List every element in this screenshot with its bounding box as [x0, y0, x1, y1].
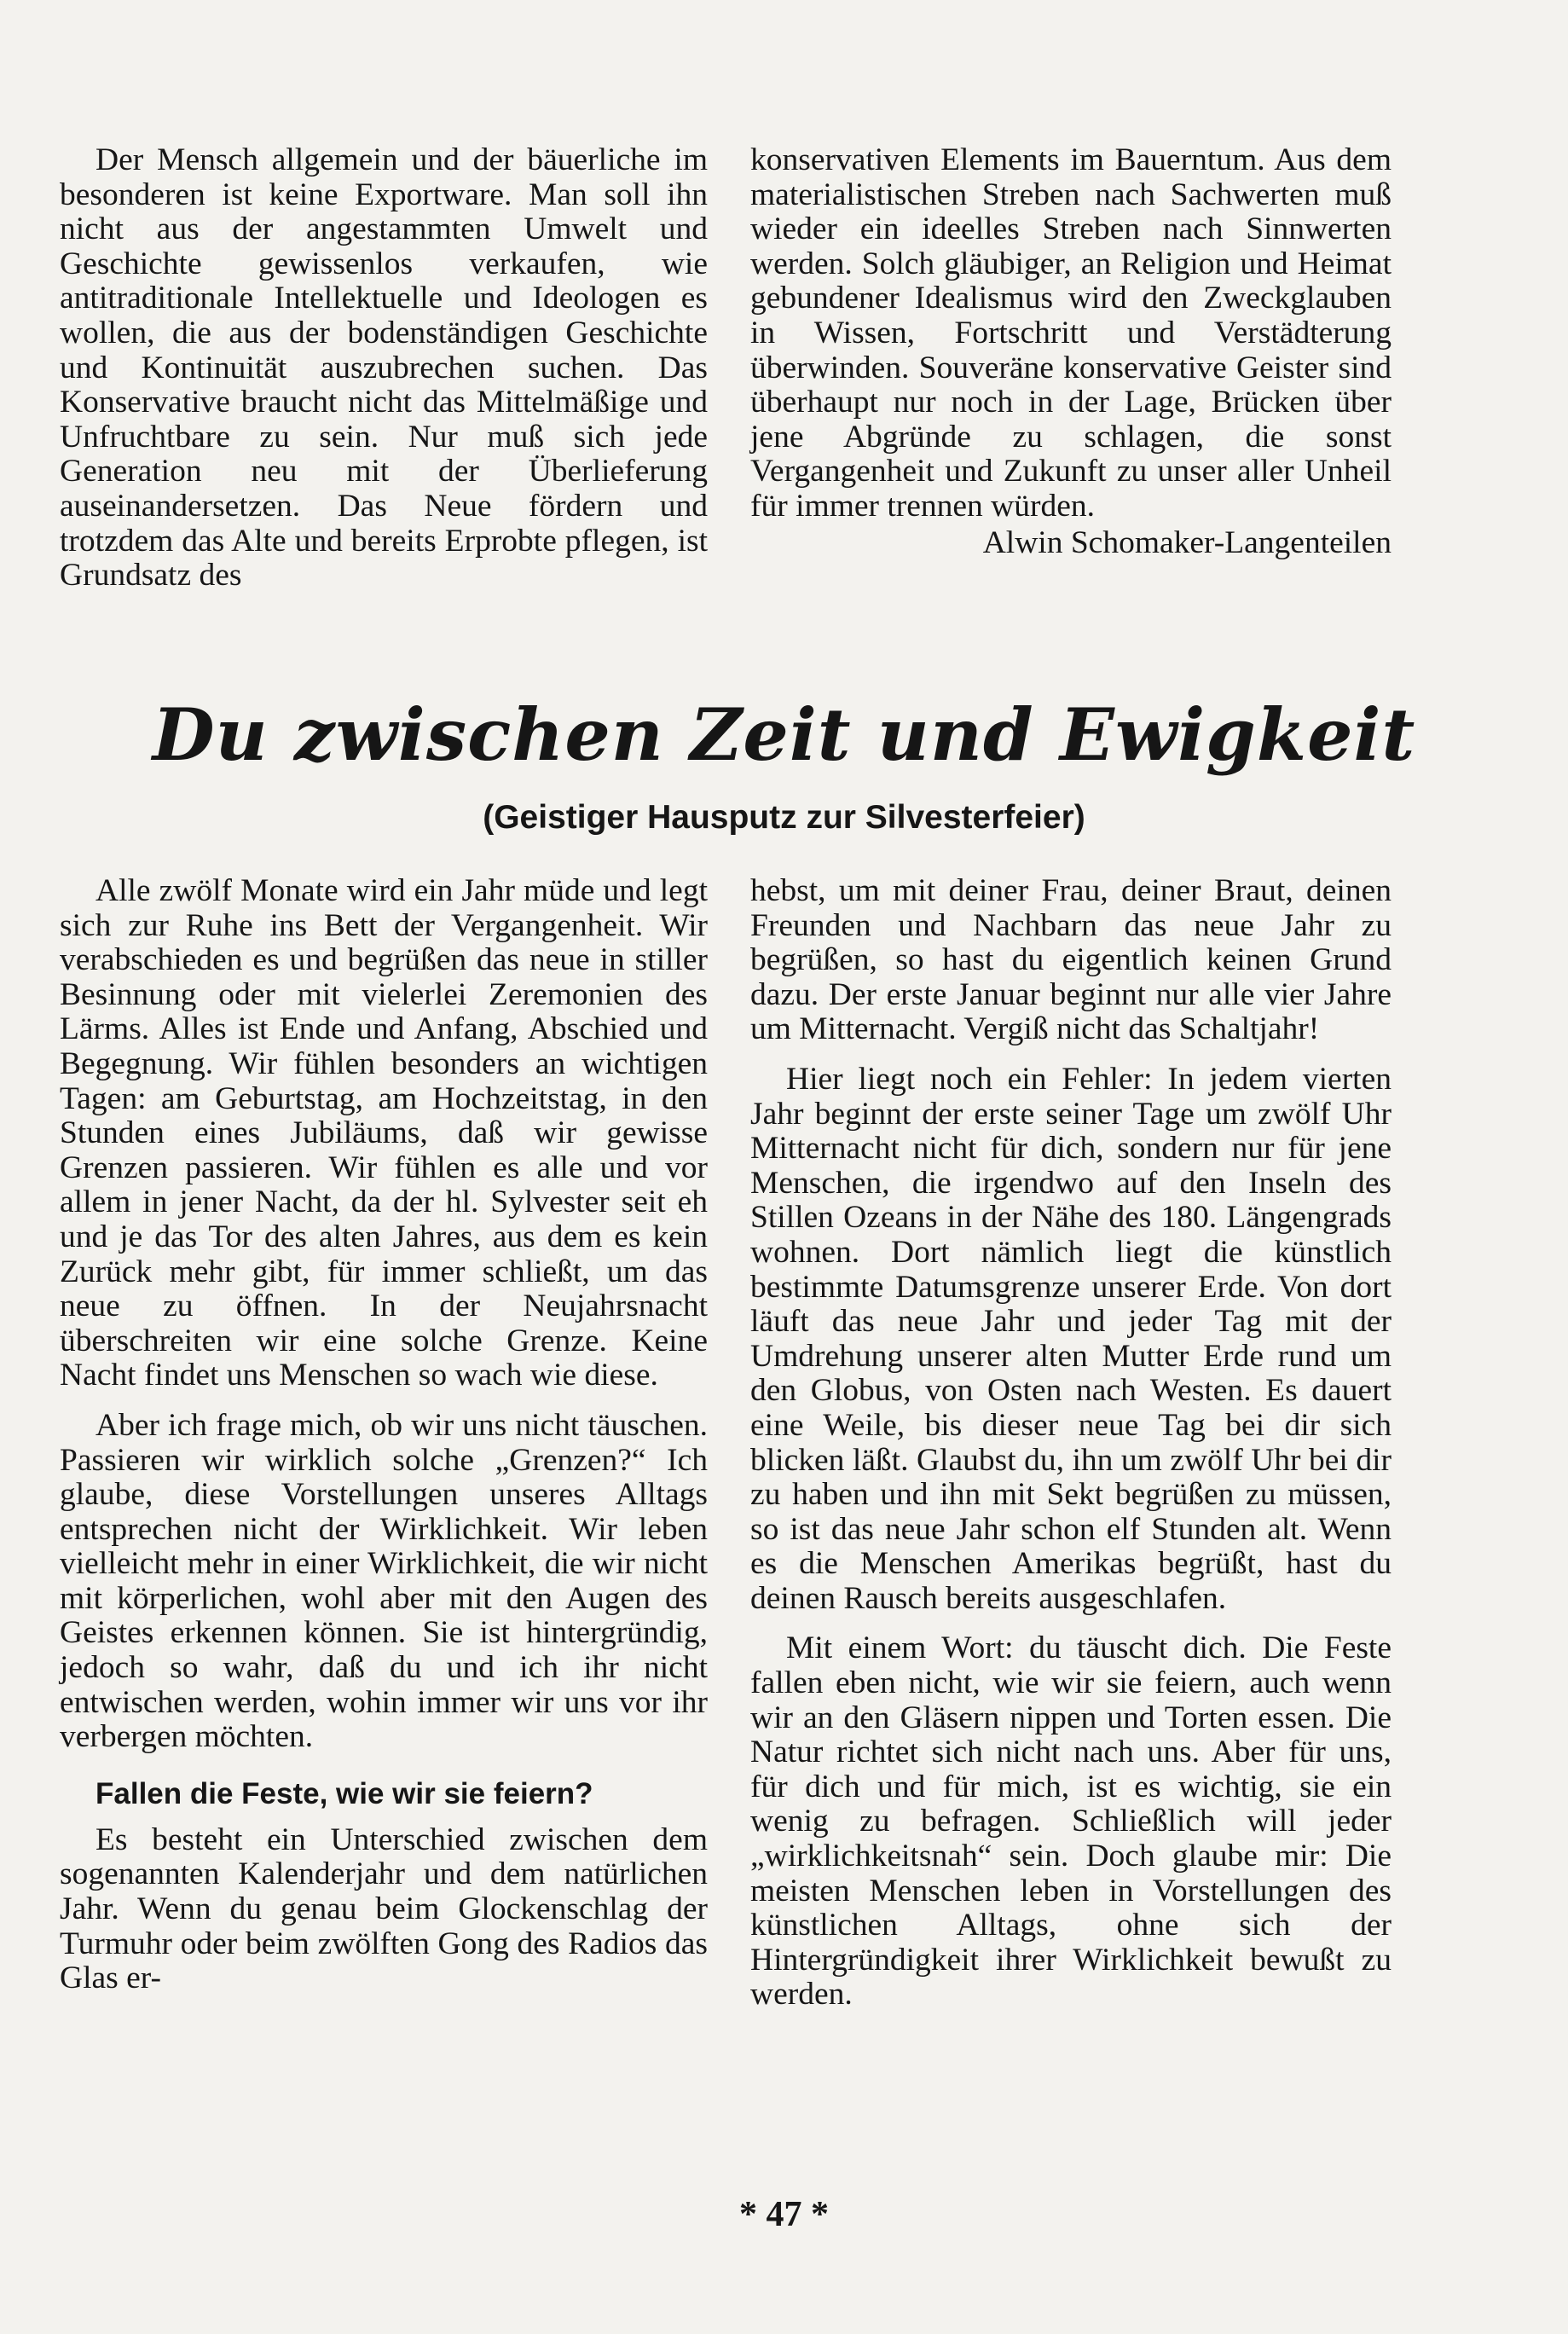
previous-article-right-column — [750, 143, 1392, 560]
author-signature: Alwin Schomaker-Langenteilen — [982, 524, 1392, 560]
article-title: Du zwischen Zeit und Ewigkeit — [152, 692, 1416, 777]
paragraph: Es besteht ein Unterschied zwischen dem sogenannten Kalenderjahr und dem natürlichen Jahr. Wenn du genau beim Glockenschlag der Turmuhr oder beim zwölften Gong des Radios das Glas er- — [60, 1821, 708, 1996]
paragraph: konservativen Elements im Bauerntum. Aus dem materialistischen Streben nach Sachwerten muß wieder ein ideelles Streben nach Sinnwerten werden. Solch gläubiger, an Religion und Heimat gebundener Idealismus wird den Zweckglauben in Wissen, Fortschritt und Verstädterung überwinden. Souveräne konservative Geister sind überhaupt nur noch in der Lage, Brücken über jene Abgründe zu schlagen, die sonst Vergangenheit und Zukunft zu unser aller Unheil für immer trennen würden. — [750, 142, 1392, 524]
page-number: * 47 * — [739, 2195, 829, 2234]
paragraph: Mit einem Wort: du täuscht dich. Die Feste fallen eben nicht, wie wir sie feiern, auch wenn wir an den Gläsern nippen und Torten essen. Die Natur richtet sich nicht nach uns. Aber für uns, für dich und für mich, ist es wichtig, sie ein wenig zu befragen. Schließlich will jeder „wirklichkeitsnah“ sein. Doch glaube mir: Die meisten Menschen leben in Vorstellungen des künstlichen Alltags, ohne sich der Hintergründigkeit ihrer Wirklichkeit bewußt zu werden. — [750, 1630, 1392, 2013]
article-subtitle: (Geistiger Hausputz zur Silvesterfeier) — [483, 799, 1085, 836]
paragraph: Aber ich frage mich, ob wir uns nicht täuschen. Passieren wir wirklich solche „Grenzen?“ Ich glaube, diese Vorstellungen unseres Alltags entsprechen nicht der Wirklichkeit. Wir leben vielleicht mehr in einer Wirklichkeit, die wir nicht mit körperlichen, wohl aber mit den Augen des Geistes erkennen können. Sie ist hintergründig, jedoch so wahr, daß du und ich ihr nicht entwischen werden, wohin immer wir uns vor ihr verbergen möchten. — [60, 1407, 708, 1755]
section-heading: Fallen die Feste, wie wir sie feiern? — [95, 1776, 593, 1810]
previous-article-left-column — [60, 143, 708, 594]
paragraph: Hier liegt noch ein Fehler: In jedem vierten Jahr beginnt der erste seiner Tage um zwölf Uhr Mitternacht nicht für dich, sondern nur für jene Menschen, die irgendwo auf den Inseln des Stillen Ozeans in der Nähe des 180. Längengrads wohnen. Dort nämlich liegt die künstlich bestimmte Datumsgrenze unserer Erde. Von dort läuft das neue Jahr und jeder Tag mit der Umdrehung unserer alten Mutter Erde rund um den Globus, von Osten nach Westen. Es dauert eine Weile, bis dieser neue Tag bei dir sich blicken läßt. Glaubst du, ihn um zwölf Uhr bei dir zu haben und ihn mit Sekt begrüßen zu müssen, so ist das neue Jahr schon elf Stunden alt. Wenn es die Menschen Amerikas begrüßt, hast du deinen Rausch bereits ausgeschlafen. — [750, 1061, 1392, 1616]
article-right-column — [750, 874, 1392, 2013]
article-left-column — [60, 874, 708, 1996]
paragraph: hebst, um mit deiner Frau, deiner Braut, deinen Freunden und Nachbarn das neue Jahr zu begrüßen, so hast du eigentlich keinen Grund dazu. Der erste Januar beginnt nur alle vier Jahre um Mitternacht. Vergiß nicht das Schaltjahr! — [750, 873, 1392, 1047]
paragraph: Alle zwölf Monate wird ein Jahr müde und legt sich zur Ruhe ins Bett der Vergangenheit. Wir verabschieden es und begrüßen das neue in stiller Besinnung oder mit vielerlei Zeremonien des Lärms. Alles ist Ende und Anfang, Abschied und Begegnung. Wir fühlen besonders an wichtigen Tagen: am Geburtstag, am Hochzeitstag, in den Stunden eines Jubiläums, daß wir gewisse Grenzen passieren. Wir fühlen es alle und vor allem in jener Nacht, da der hl. Sylvester seit eh und je das Tor des alten Jahres, aus dem es kein Zurück mehr gibt, für immer schließt, um das neue zu öffnen. In der Neujahrsnacht überschreiten wir eine solche Grenze. Keine Nacht findet uns Menschen so wach wie diese. — [60, 873, 708, 1393]
paragraph: Der Mensch allgemein und der bäuerliche im besonderen ist keine Exportware. Man soll ihn nicht aus der angestammten Umwelt und Geschichte gewissenlos verkaufen, wie antitraditionale Intellektuelle und Ideologen es wollen, die aus der bodenständigen Geschichte und Kontinuität auszubrechen suchen. Das Konservative braucht nicht das Mittelmäßige und Unfruchtbare zu sein. Nur muß sich jede Generation neu mit der Überlieferung auseinandersetzen. Das Neue fördern und trotzdem das Alte und bereits Erprobte pflegen, ist Grundsatz des — [60, 142, 708, 594]
